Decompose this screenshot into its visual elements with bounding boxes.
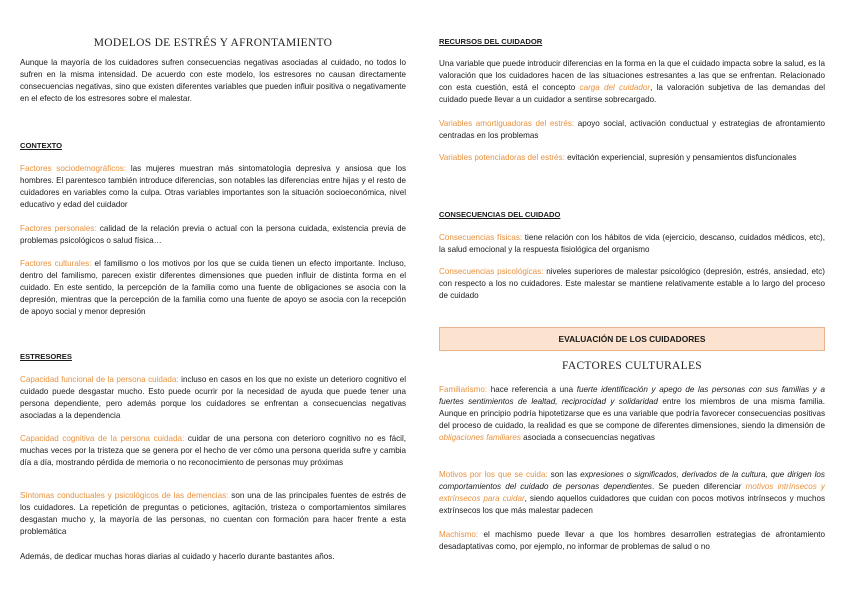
familiarismo-item: [439, 384, 825, 444]
recursos-text: apoyo social, activación conductual y estrategias de afrontamiento centradas en los problemas: [439, 119, 825, 140]
machismo-text: el machismo puede llevar a que los hombres desarrollen estrategias de afrontamiento desadaptativas como, por ejemplo, no informar de problemas de salud o no: [439, 530, 825, 551]
consecuencias-label: Consecuencias psicológicas:: [439, 267, 544, 276]
familiarismo-label: Familiarismo:: [439, 385, 488, 394]
contexto-item: [20, 223, 406, 247]
familiarismo-t3: asociada a consecuencias negativas: [520, 433, 655, 442]
consecuencias-item: [439, 232, 825, 256]
familiarismo-i1: fuerte identificación y apego de las personas con sus familias y a fuertes sentimientos de lealtad, reciprocidad y solidaridad: [439, 385, 825, 406]
intro-text: Aunque la mayoría de los cuidadores sufren consecuencias negativas asociadas al cuidado, no todos lo sufren en la misma intensidad. De acuerdo con este modelo, los estresores no causan directamente consecuencias negativas, sino que existen diferentes variables que pueden influir positiva o negativamente en el efecto de los estresores sobre el malestar.: [20, 58, 406, 103]
estresores-item: [20, 490, 406, 538]
contexto-text: el familismo o los motivos por los que se cuida tienen un efecto importante. Incluso, dentro del familismo, parecen existir diferentes dimensiones que pueden influir de distinta forma en el cuidado. En este sentido, la percepción de la familia como una fuente de obligaciones se asocia con la depresión, mientras que la percepción de la familia como una fuente de apoyo se asocia con la recepción de apoyo social y menor depresión: [20, 259, 406, 316]
recursos-heading: RECURSOS DEL CUIDADOR: [439, 37, 543, 46]
estresores-label: Capacidad cognitiva de la persona cuidada:: [20, 434, 185, 443]
estresores-label: Síntomas conductuales y psicológicos de las demencias:: [20, 491, 229, 500]
contexto-label: Factores sociodemográficos:: [20, 164, 127, 173]
recursos-intro-a: Una variable que puede introducir diferencias en la forma en la que el cuidado impacta sobre la salud, es la valoración que los cuidadores hacen de las situaciones estresantes a las que se enfrentan. Relacionado con esta cuestión, está el concepto: [439, 59, 825, 92]
contexto-item: [20, 163, 406, 211]
contexto-text: las mujeres muestran más sintomatología depresiva y ansiosa que los hombres. El parentesco también introduce diferencias, son notables las diferencias entre hijas y el resto de cuidadores en variables como la culpa. Otras variables importantes son la situación socioeconómica, nivel educativo y edad del cuidador: [20, 164, 406, 209]
motivos-label: Motivos por los que se cuida:: [439, 470, 548, 479]
recursos-label: Variables amortiguadoras del estrés:: [439, 119, 575, 128]
carga-cuidador-term: carga del cuidador: [579, 83, 651, 92]
machismo-label: Machismo:: [439, 530, 479, 539]
consecuencias-text: niveles superiores de malestar psicológico (depresión, estrés, ansiedad, etc) con respecto a los no cuidadores. Este malestar se mantiene relativamente estable a lo largo del proceso de cuidado: [439, 267, 825, 300]
estresores-heading: ESTRESORES: [20, 352, 72, 361]
recursos-text: evitación experiencial, supresión y pensamientos disfuncionales: [564, 153, 797, 162]
estresores-closing: [20, 551, 406, 563]
motivos-item: [439, 469, 825, 517]
familiarismo-t1: hace referencia a una: [487, 385, 577, 394]
recursos-intro: [439, 58, 825, 106]
motivos-t3: , siendo aquellos cuidadores que cuidan con pocos motivos intrínsecos y muchos extrínsecos los que más malestar padecen: [439, 494, 825, 515]
consecuencias-label: Consecuencias físicas:: [439, 233, 523, 242]
estresores-item: [20, 433, 406, 469]
recursos-item: [439, 152, 825, 164]
estresores-item: [20, 374, 406, 422]
contexto-label: Factores culturales:: [20, 259, 92, 268]
evaluacion-banner-label: EVALUACIÓN DE LOS CUIDADORES: [558, 334, 706, 344]
motivos-t1: son las: [547, 470, 581, 479]
estresores-text: son una de las principales fuentes de estrés de los cuidadores. La repetición de preguntas o peticiones, agitación, tristeza o comportamientos similares desgastan mucho y, la mayoría de las personas, no cuentan con formación para hacer frente a esta problemática: [20, 491, 406, 536]
page-title: MODELOS DE ESTRÉS Y AFRONTAMIENTO: [93, 37, 333, 49]
consecuencias-item: [439, 266, 825, 302]
consecuencias-text: tiene relación con los hábitos de vida (ejercicio, descanso, cuidados médicos, etc), la salud emocional y la respuesta fisiológica del organismo: [439, 233, 825, 254]
closing-text: Además, de dedicar muchas horas diarias al cuidado y hacerlo durante bastantes años.: [20, 552, 335, 561]
consecuencias-heading: CONSECUENCIAS DEL CUIDADO: [439, 210, 561, 219]
motivos-i1: expresiones o significados, derivados de la cultura, que dirigen los comportamientos del cuidado de personas dependientes: [439, 470, 825, 491]
intro-paragraph: [20, 57, 406, 105]
familiarismo-t2: entre los miembros de una misma familia. Aunque en principio podría hipotetizarse que es una variable que podría favorecer consecuencias positivas del proceso de cuidado, la realidad es que se compone de diferentes dimensiones, siendo la dimensión de: [439, 397, 825, 430]
factores-title: FACTORES CULTURALES: [562, 360, 702, 372]
contexto-heading: CONTEXTO: [20, 141, 63, 150]
machismo-item: [439, 529, 825, 553]
obligaciones-term: obligaciones familiares: [439, 433, 521, 442]
recursos-item: [439, 118, 825, 142]
estresores-label: Capacidad funcional de la persona cuidada:: [20, 375, 179, 384]
contexto-text: calidad de la relación previa o actual con la persona cuidada, existencia previa de problemas psicológicos o salud física…: [20, 224, 406, 245]
motivos-t2: . Se pueden diferenciar: [651, 482, 746, 491]
evaluacion-banner: [439, 327, 825, 351]
estresores-text: cuidar de una persona con deterioro cognitivo no es fácil, muchas veces por la tristeza que se genera por el hecho de ver cómo una persona querida sufre y cambia día a día, mostrando pérdida de memoria o no reconocimiento de personas muy próximas: [20, 434, 406, 467]
recursos-label: Variables potenciadoras del estrés:: [439, 153, 565, 162]
estresores-text: incluso en casos en los que no existe un deterioro cognitivo el cuidado puede desgastar mucho. Esto puede ocurrir por la necesidad de ayuda que puede tener una persona dependiente, pero además porque los cuidadores se enfrentan a consecuencias negativas asociadas a la dependencia: [20, 375, 406, 420]
contexto-label: Factores personales:: [20, 224, 97, 233]
contexto-item: [20, 258, 406, 318]
motivos-term: motivos intrínsecos y extrínsecos para cuidar: [439, 482, 825, 503]
recursos-intro-b: , la valoración subjetiva de las demandas del cuidado puede llevar a un cuidador a sentirse sobrecargado.: [439, 83, 825, 104]
